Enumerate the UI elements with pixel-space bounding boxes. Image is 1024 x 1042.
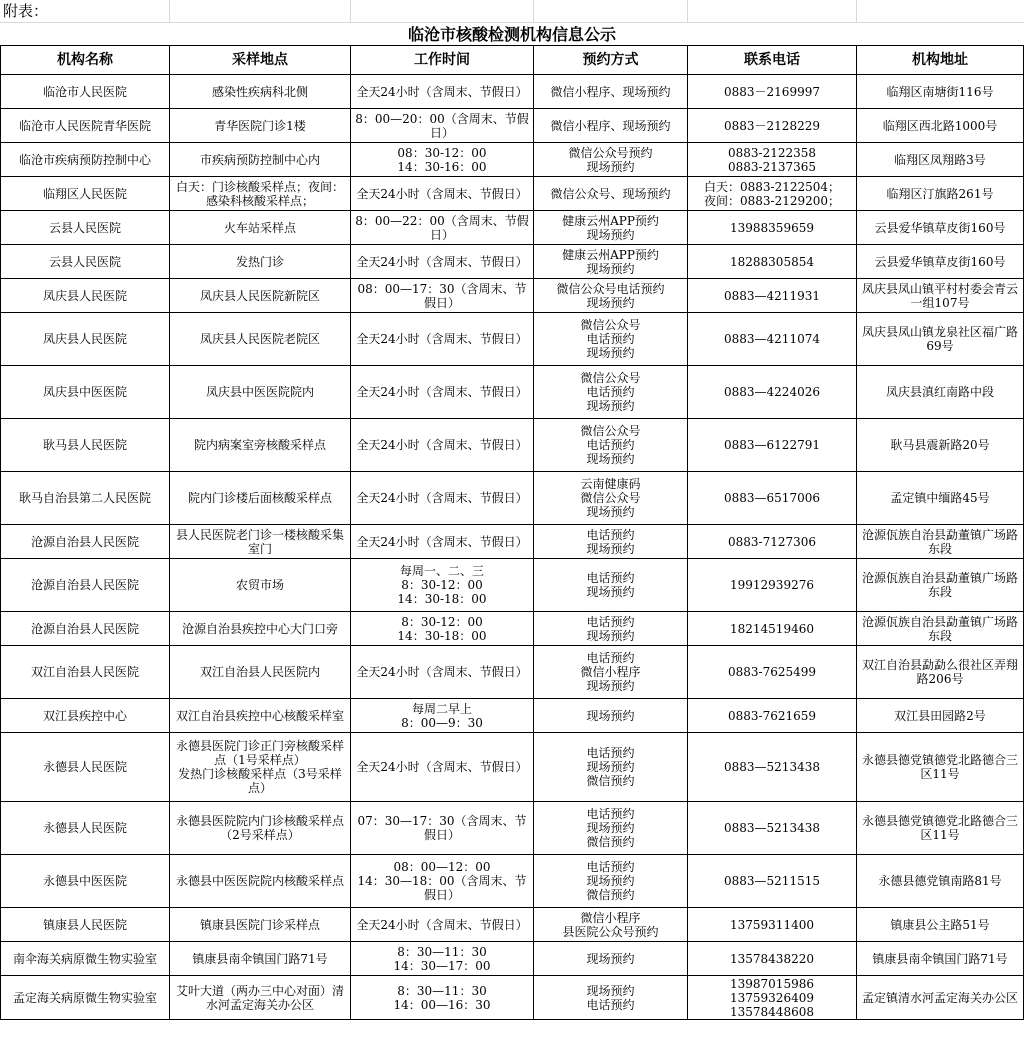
booking-method-cell: 现场预约 电话预约 (534, 976, 688, 1020)
institution-name-cell: 凤庆县人民医院 (1, 279, 170, 313)
header-working-hours: 工作时间 (351, 46, 534, 75)
institution-name-cell: 永德县中医医院 (1, 855, 170, 908)
booking-method-cell: 电话预约 现场预约 (534, 559, 688, 612)
phone-cell: 0883—6122791 (688, 419, 857, 472)
table-row (1, 366, 1024, 419)
booking-method-cell: 云南健康码 微信公众号 现场预约 (534, 472, 688, 525)
institution-name-cell: 沧源自治县人民医院 (1, 612, 170, 646)
working-hours-cell: 全天24小时（含周末、节假日） (351, 366, 534, 419)
booking-method-cell: 微信公众号预约 现场预约 (534, 143, 688, 177)
address-cell: 双江自治县勐勐么很社区弄翔路206号 (857, 646, 1024, 699)
working-hours-cell: 全天24小时（含周末、节假日） (351, 908, 534, 942)
phone-cell: 0883—4211931 (688, 279, 857, 313)
phone-cell: 0883—5213438 (688, 733, 857, 802)
phone-cell: 13578438220 (688, 942, 857, 976)
header-booking-method: 预约方式 (534, 46, 688, 75)
phone-cell: 0883－2169997 (688, 75, 857, 109)
address-cell: 沧源佤族自治县勐董镇广场路东段 (857, 612, 1024, 646)
sampling-site-cell: 发热门诊 (170, 245, 351, 279)
working-hours-cell: 全天24小时（含周末、节假日） (351, 313, 534, 366)
working-hours-cell: 07：30—17：30（含周末、节假日） (351, 802, 534, 855)
working-hours-cell: 全天24小时（含周末、节假日） (351, 472, 534, 525)
table-row (1, 612, 1024, 646)
institution-name-cell: 临沧市人民医院 (1, 75, 170, 109)
working-hours-cell: 全天24小时（含周末、节假日） (351, 419, 534, 472)
phone-cell: 白天：0883-2122504； 夜间：0883-2129200； (688, 177, 857, 211)
booking-method-cell: 微信小程序 县医院公众号预约 (534, 908, 688, 942)
working-hours-cell: 08：00—12：00 14：30—18：00（含周末、节假日） (351, 855, 534, 908)
institution-name-cell: 沧源自治县人民医院 (1, 525, 170, 559)
phone-cell: 0883－2128229 (688, 109, 857, 143)
table-row (1, 559, 1024, 612)
institution-table (0, 45, 1024, 1020)
phone-cell: 0883—5211515 (688, 855, 857, 908)
institution-name-cell: 镇康县人民医院 (1, 908, 170, 942)
phone-cell: 0883—4211074 (688, 313, 857, 366)
address-cell: 镇康县南伞镇国门路71号 (857, 942, 1024, 976)
sampling-site-cell: 院内病案室旁核酸采样点 (170, 419, 351, 472)
address-cell: 云县爱华镇草皮街160号 (857, 245, 1024, 279)
table-row (1, 279, 1024, 313)
address-cell: 耿马县震新路20号 (857, 419, 1024, 472)
booking-method-cell: 健康云州APP预约 现场预约 (534, 211, 688, 245)
booking-method-cell: 微信公众号电话预约 现场预约 (534, 279, 688, 313)
address-cell: 孟定镇清水河孟定海关办公区 (857, 976, 1024, 1020)
institution-name-cell: 南伞海关病原微生物实验室 (1, 942, 170, 976)
table-row (1, 942, 1024, 976)
institution-name-cell: 临沧市疾病预防控制中心 (1, 143, 170, 177)
booking-method-cell: 电话预约 现场预约 (534, 612, 688, 646)
institution-name-cell: 云县人民医院 (1, 245, 170, 279)
sampling-site-cell: 火车站采样点 (170, 211, 351, 245)
sampling-site-cell: 感染性疾病科北侧 (170, 75, 351, 109)
address-cell: 孟定镇中缅路45号 (857, 472, 1024, 525)
phone-cell: 0883-2122358 0883-2137365 (688, 143, 857, 177)
address-cell: 凤庆县滇红南路中段 (857, 366, 1024, 419)
booking-method-cell: 电话预约 现场预约 微信预约 (534, 855, 688, 908)
booking-method-cell: 现场预约 (534, 699, 688, 733)
header-address: 机构地址 (857, 46, 1024, 75)
sampling-site-cell: 永德县医院门诊正门旁核酸采样点（1号采样点） 发热门诊核酸采样点（3号采样点） (170, 733, 351, 802)
appendix-note: 附表： (3, 2, 49, 20)
phone-cell: 0883—6517006 (688, 472, 857, 525)
phone-cell: 0883-7621659 (688, 699, 857, 733)
table-row (1, 419, 1024, 472)
sampling-site-cell: 凤庆县人民医院新院区 (170, 279, 351, 313)
sampling-site-cell: 凤庆县人民医院老院区 (170, 313, 351, 366)
institution-name-cell: 临翔区人民医院 (1, 177, 170, 211)
institution-name-cell: 双江县疾控中心 (1, 699, 170, 733)
working-hours-cell: 8：00—20：00（含周末、节假日） (351, 109, 534, 143)
working-hours-cell: 08：30-12：00 14：30-16：00 (351, 143, 534, 177)
booking-method-cell: 现场预约 (534, 942, 688, 976)
table-row (1, 802, 1024, 855)
table-row (1, 211, 1024, 245)
address-cell: 永德县德党镇德党北路德合三区11号 (857, 802, 1024, 855)
sampling-site-cell: 青华医院门诊1楼 (170, 109, 351, 143)
address-cell: 临翔区南塘街116号 (857, 75, 1024, 109)
working-hours-cell: 8：30-12：00 14：30-18：00 (351, 612, 534, 646)
working-hours-cell: 08：00—17：30（含周末、节假日） (351, 279, 534, 313)
table-row (1, 733, 1024, 802)
address-cell: 临翔区凤翔路3号 (857, 143, 1024, 177)
institution-name-cell: 云县人民医院 (1, 211, 170, 245)
institution-name-cell: 耿马自治县第二人民医院 (1, 472, 170, 525)
sampling-site-cell: 县人民医院老门诊一楼核酸采集室门 (170, 525, 351, 559)
institution-name-cell: 凤庆县人民医院 (1, 313, 170, 366)
page-title: 临沧市核酸检测机构信息公示 (0, 22, 1024, 46)
phone-cell: 18214519460 (688, 612, 857, 646)
institution-name-cell: 沧源自治县人民医院 (1, 559, 170, 612)
address-cell: 永德县德党镇南路81号 (857, 855, 1024, 908)
booking-method-cell: 微信公众号 电话预约 现场预约 (534, 419, 688, 472)
header-institution-name: 机构名称 (1, 46, 170, 75)
table-row (1, 75, 1024, 109)
address-cell: 云县爱华镇草皮街160号 (857, 211, 1024, 245)
phone-cell: 18288305854 (688, 245, 857, 279)
sampling-site-cell: 院内门诊楼后面核酸采样点 (170, 472, 351, 525)
working-hours-cell: 全天24小时（含周末、节假日） (351, 525, 534, 559)
table-row (1, 646, 1024, 699)
booking-method-cell: 微信小程序、现场预约 (534, 75, 688, 109)
working-hours-cell: 8：30—11：30 14：30—17：00 (351, 942, 534, 976)
phone-cell: 13759311400 (688, 908, 857, 942)
sampling-site-cell: 双江自治县疾控中心核酸采样室 (170, 699, 351, 733)
header-phone: 联系电话 (688, 46, 857, 75)
table-row (1, 109, 1024, 143)
header-sampling-site: 采样地点 (170, 46, 351, 75)
table-row (1, 472, 1024, 525)
table-row (1, 245, 1024, 279)
working-hours-cell: 全天24小时（含周末、节假日） (351, 177, 534, 211)
phone-cell: 19912939276 (688, 559, 857, 612)
address-cell: 双江县田园路2号 (857, 699, 1024, 733)
table-row (1, 699, 1024, 733)
working-hours-cell: 全天24小时（含周末、节假日） (351, 75, 534, 109)
sampling-site-cell: 沧源自治县疾控中心大门口旁 (170, 612, 351, 646)
address-cell: 永德县德党镇德党北路德合三区11号 (857, 733, 1024, 802)
working-hours-cell: 每周一、二、三 8：30-12：00 14：30-18：00 (351, 559, 534, 612)
phone-cell: 0883-7127306 (688, 525, 857, 559)
sampling-site-cell: 镇康县医院门诊采样点 (170, 908, 351, 942)
institution-name-cell: 临沧市人民医院青华医院 (1, 109, 170, 143)
working-hours-cell: 8：00—22：00（含周末、节假日） (351, 211, 534, 245)
booking-method-cell: 电话预约 微信小程序 现场预约 (534, 646, 688, 699)
sampling-site-cell: 市疾病预防控制中心内 (170, 143, 351, 177)
institution-name-cell: 双江自治县人民医院 (1, 646, 170, 699)
sampling-site-cell: 农贸市场 (170, 559, 351, 612)
table-row (1, 908, 1024, 942)
working-hours-cell: 全天24小时（含周末、节假日） (351, 733, 534, 802)
table-row (1, 525, 1024, 559)
phone-cell: 13987015986 13759326409 13578448608 (688, 976, 857, 1020)
sampling-site-cell: 永德县医院院内门诊核酸采样点（2号采样点） (170, 802, 351, 855)
booking-method-cell: 电话预约 现场预约 微信预约 (534, 802, 688, 855)
table-row (1, 855, 1024, 908)
sampling-site-cell: 艾叶大道（两办三中心对面）清水河孟定海关办公区 (170, 976, 351, 1020)
table-row (1, 313, 1024, 366)
sampling-site-cell: 白天：门诊核酸采样点；夜间：感染科核酸采样点； (170, 177, 351, 211)
working-hours-cell: 每周二早上 8：00—9：30 (351, 699, 534, 733)
booking-method-cell: 健康云州APP预约 现场预约 (534, 245, 688, 279)
booking-method-cell: 电话预约 现场预约 (534, 525, 688, 559)
table-header-row (1, 46, 1024, 75)
sampling-site-cell: 永德县中医医院院内核酸采样点 (170, 855, 351, 908)
address-cell: 临翔区西北路1000号 (857, 109, 1024, 143)
booking-method-cell: 微信公众号 电话预约 现场预约 (534, 366, 688, 419)
sampling-site-cell: 镇康县南伞镇国门路71号 (170, 942, 351, 976)
phone-cell: 0883-7625499 (688, 646, 857, 699)
spreadsheet-top-grid (0, 0, 1024, 22)
phone-cell: 13988359659 (688, 211, 857, 245)
address-cell: 沧源佤族自治县勐董镇广场路东段 (857, 559, 1024, 612)
institution-name-cell: 永德县人民医院 (1, 733, 170, 802)
phone-cell: 0883—4224026 (688, 366, 857, 419)
table-row (1, 177, 1024, 211)
booking-method-cell: 微信公众号、现场预约 (534, 177, 688, 211)
institution-name-cell: 孟定海关病原微生物实验室 (1, 976, 170, 1020)
phone-cell: 0883—5213438 (688, 802, 857, 855)
sampling-site-cell: 双江自治县人民医院内 (170, 646, 351, 699)
booking-method-cell: 电话预约 现场预约 微信预约 (534, 733, 688, 802)
sampling-site-cell: 凤庆县中医医院院内 (170, 366, 351, 419)
table-row (1, 143, 1024, 177)
table-row (1, 976, 1024, 1020)
address-cell: 临翔区汀旗路261号 (857, 177, 1024, 211)
institution-name-cell: 凤庆县中医医院 (1, 366, 170, 419)
working-hours-cell: 全天24小时（含周末、节假日） (351, 245, 534, 279)
address-cell: 凤庆县凤山镇龙泉社区福广路69号 (857, 313, 1024, 366)
working-hours-cell: 8：30—11：30 14：00—16：30 (351, 976, 534, 1020)
booking-method-cell: 微信小程序、现场预约 (534, 109, 688, 143)
institution-name-cell: 耿马县人民医院 (1, 419, 170, 472)
address-cell: 镇康县公主路51号 (857, 908, 1024, 942)
booking-method-cell: 微信公众号 电话预约 现场预约 (534, 313, 688, 366)
address-cell: 沧源佤族自治县勐董镇广场路东段 (857, 525, 1024, 559)
institution-name-cell: 永德县人民医院 (1, 802, 170, 855)
address-cell: 凤庆县凤山镇平村村委会青云一组107号 (857, 279, 1024, 313)
working-hours-cell: 全天24小时（含周末、节假日） (351, 646, 534, 699)
